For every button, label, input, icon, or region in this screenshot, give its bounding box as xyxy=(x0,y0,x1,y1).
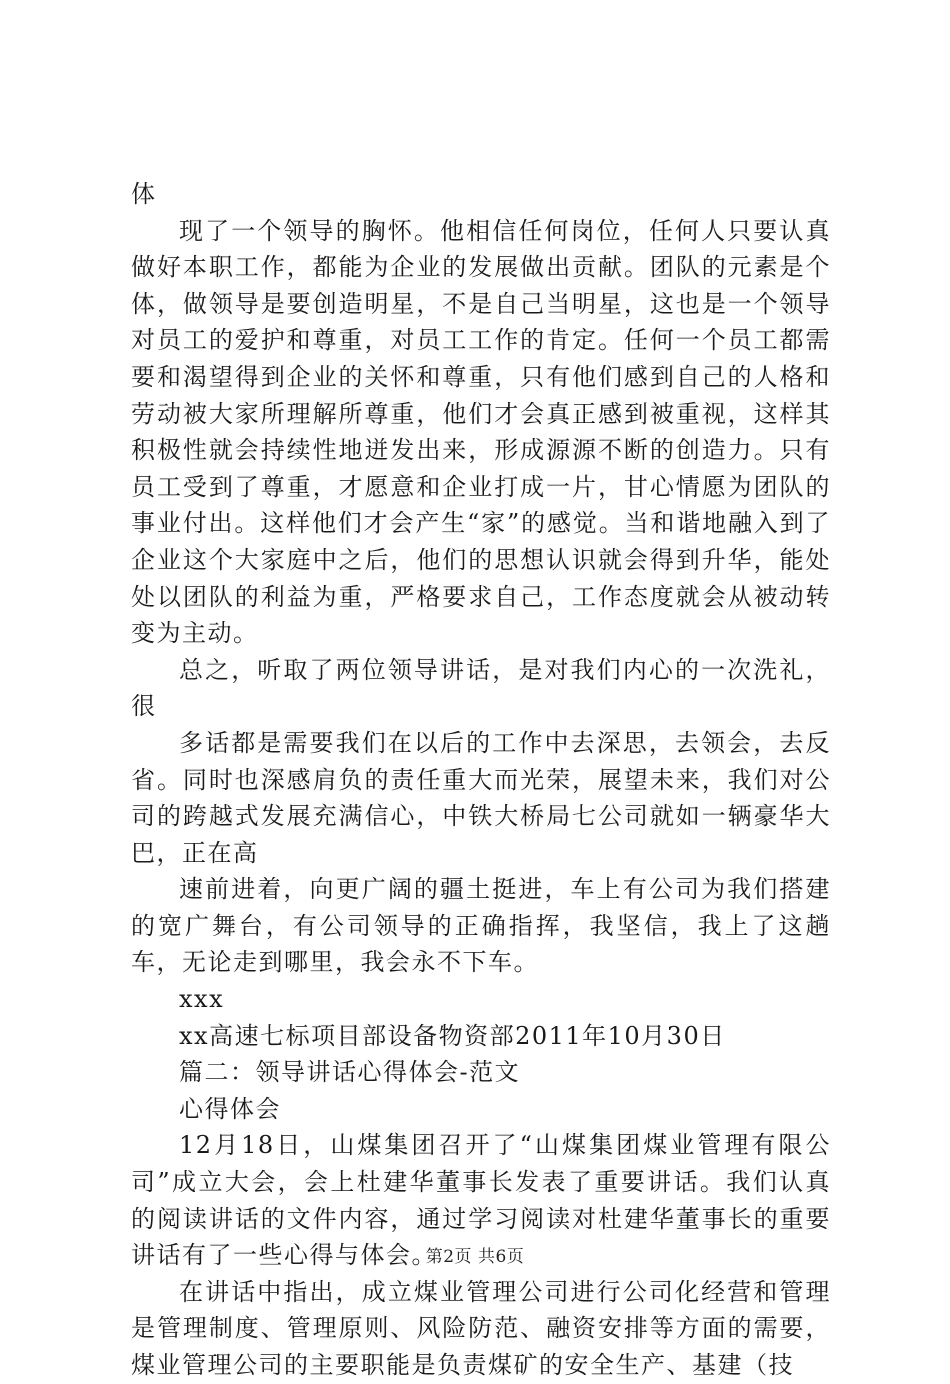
paragraph-summary: 总之，听取了两位领导讲话，是对我们内心的一次洗礼，很 xyxy=(131,655,831,721)
section-heading: 篇二：领导讲话心得体会-范文 xyxy=(179,1058,521,1087)
page-number-footer: 第2页 共6页 xyxy=(425,1247,525,1267)
paragraph-meeting: 12月18日，山煤集团召开了“山煤集团煤业管理有限公司”成立大会，会上杜建华董事长发表了重要讲话。我们认真的阅读讲话的文件内容，通过学习阅读对杜建华董事长的重要讲话有了一些心得与体会。 xyxy=(131,1131,831,1270)
paragraph-reflection: 多话都是需要我们在以后的工作中去深思，去领会，去反省。同时也深感肩负的责任重大而光荣，展望未来，我们对公司的跨越式发展充满信心，中铁大桥局七公司就如一辆豪华大巴，正在高 xyxy=(131,728,831,867)
document-body xyxy=(131,176,831,1384)
paragraph-bus-metaphor: 速前进着，向更广阔的疆土挺进，车上有公司为我们搭建的宽广舞台，有公司领导的正确指挥，我坚信，我上了这趟车，无论走到哪里，我会永不下车。 xyxy=(131,875,831,977)
signature-name: xxx xyxy=(179,985,225,1014)
paragraph-speech-points: 在讲话中指出，成立煤业管理公司进行公司化经营和管理是管理制度、管理原则、风险防范、融资安排等方面的需要，煤业管理公司的主要职能是负责煤矿的安全生产、基建（技 xyxy=(131,1277,831,1379)
section-subheading: 心得体会 xyxy=(179,1094,281,1123)
signature-department-date: xx高速七标项目部设备物资部2011年10月30日 xyxy=(179,1021,726,1050)
paragraph-leadership: 现了一个领导的胸怀。他相信任何岗位，任何人只要认真做好本职工作，都能为企业的发展做出贡献。团队的元素是个体，做领导是要创造明星，不是自己当明星，这也是一个领导对员工的爱护和尊重，对员工工作的肯定。任何一个员工都需要和渴望得到企业的关怀和尊重，只有他们感到自己的人格和劳动被大家所理解所尊重，他们才会真正感到被重视，这样其积极性就会持续性地迸发出来，形成源源不断的创造力。只有员工受到了尊重，才愿意和企业打成一片，甘心情愿为团队的事业付出。这样他们才会产生“家”的感觉。当和谐地融入到了企业这个大家庭中之后，他们的思想认识就会得到升华，能处处以团队的利益为重，严格要求自己，工作态度就会从被动转变为主动。 xyxy=(131,216,831,648)
paragraph-fragment-ti: 体 xyxy=(131,180,157,208)
